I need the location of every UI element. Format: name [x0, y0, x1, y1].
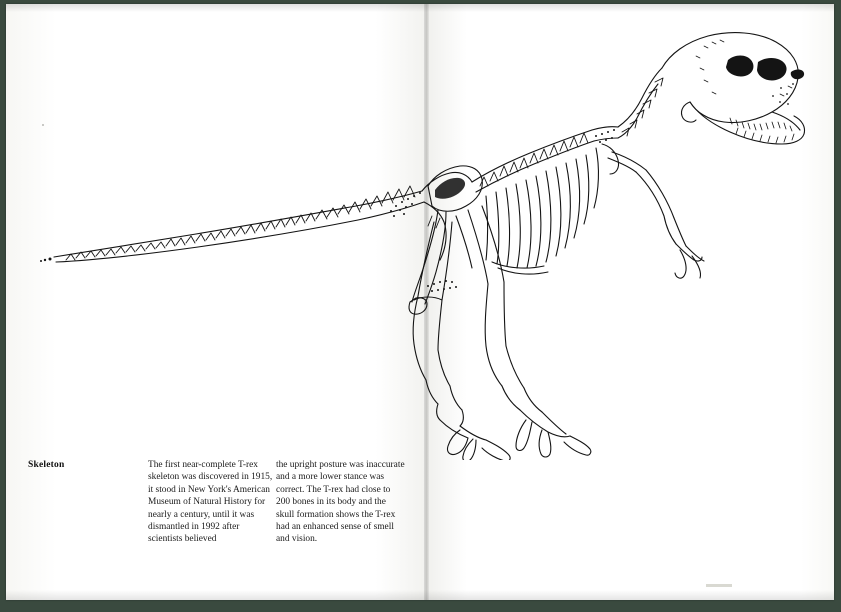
- scan-artifact-smudge: [706, 584, 732, 587]
- page-bottom-shadow: [6, 590, 834, 600]
- scan-artifact-dot: [42, 124, 44, 126]
- caption-column-one: [148, 459, 276, 546]
- caption-text-one: The first near-complete T-rex skeleton was discovered in 1915, it stood in New York's American Museum of Natural History for nearly a century, until it was dismantled in 1992 after scientists believed: [148, 460, 273, 545]
- book-spread: [6, 4, 834, 600]
- caption-column-two: [276, 459, 406, 546]
- right-page: [426, 4, 834, 600]
- caption-text-two: the upright posture was inaccurate and a more lower stance was correct. The T-rex had close to 200 bones in its body and the skull formation shows the T-rex had an enhanced sense of smell and vision.: [276, 460, 405, 545]
- caption-title: Skeleton: [28, 460, 65, 470]
- caption-block: [28, 459, 428, 546]
- page-top-shadow: [6, 4, 834, 12]
